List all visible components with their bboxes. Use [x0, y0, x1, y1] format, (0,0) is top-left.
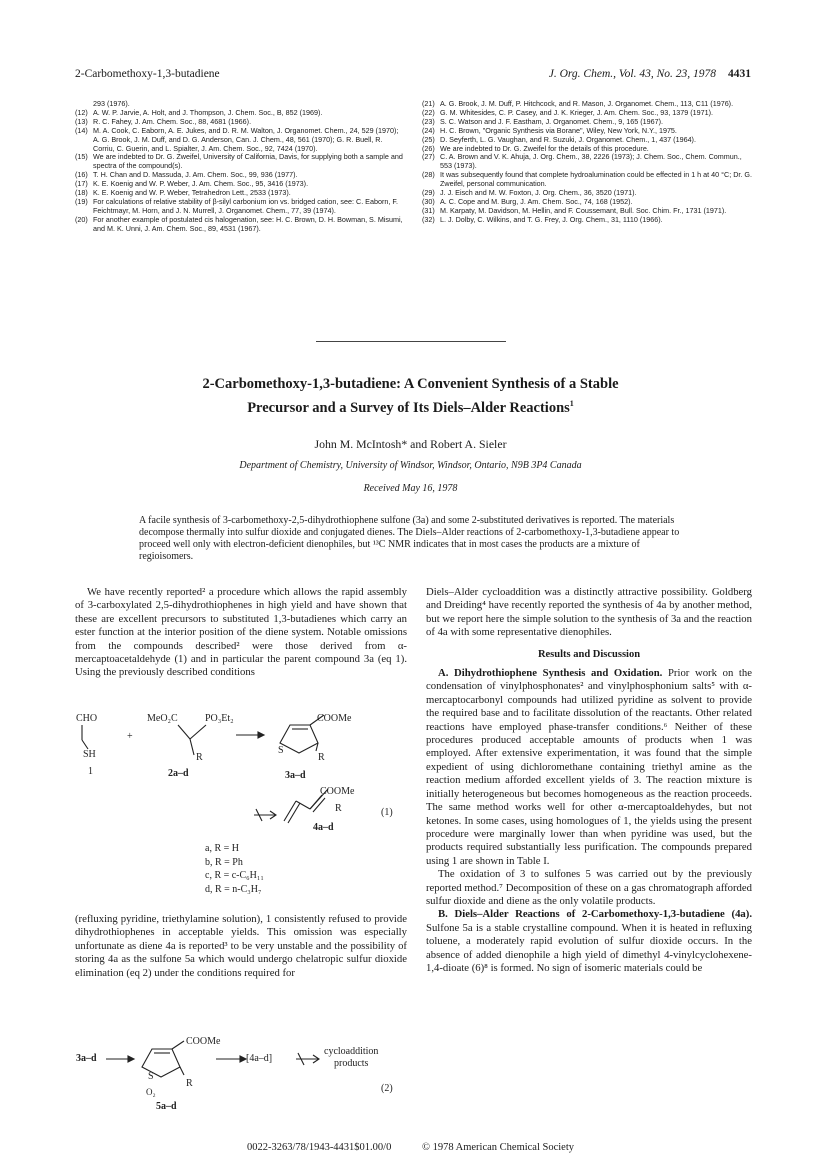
- reference-number: (32): [422, 214, 435, 224]
- reference-entry: [422, 153, 752, 171]
- intermediate-label: [4a–d]: [246, 1053, 273, 1064]
- reference-text: K. E. Koenig and W. P. Weber, Tetrahedron Lett., 2533 (1973).: [93, 188, 291, 198]
- r-label: R: [186, 1078, 193, 1089]
- r-group-definition: b, R = Ph: [205, 856, 243, 868]
- subsection-heading: B. Diels–Alder Reactions of 2-Carbomethoxy-1,3-butadiene (4a).: [438, 908, 752, 921]
- references-right-column: [422, 100, 752, 225]
- r-group-definitions: [205, 842, 264, 896]
- reference-number: (17): [75, 179, 88, 189]
- affiliation: Department of Chemistry, University of Windsor, Windsor, Ontario, N9B 3P4 Canada: [239, 460, 582, 471]
- coome-label: COOMe: [320, 786, 355, 797]
- reference-number: (14): [75, 125, 88, 135]
- reference-number: (18): [75, 188, 88, 198]
- reference-number: (21): [422, 99, 435, 108]
- paragraph-text: Prior work on the condensation of vinylphosphonates² and vinylphosphonium salts⁵ with α-mercaptocarbonyl compounds had utilized pyridine as solvent to provide the required base and to facilitate dissolution of the reactants. Other related reactions have employed phase-transfer conditions.⁶ Neither of these procedures produced acceptable amounts of products when 1 was employed. After extensive experimentation, it was found that the simple expedient of using dichloromethane containing triethyl amine as the reaction medium afforded excellent yields of 3. The reaction mixture is initially heterogeneous but becomes homogeneous as the reaction proceeds. The same method works well for other α-mercaptoaldehydes, but not ketones. In some cases, using homologues of 1, the yields using the present procedure were marginally lower than when pyridine was used, but the products required substantially less purification. The compounds prepared using 1 are shown in Table I.: [426, 667, 752, 867]
- journal-citation: [549, 68, 751, 80]
- reference-number: (15): [75, 152, 88, 162]
- reference-text: R. C. Fahey, J. Am. Chem. Soc., 88, 4681 (1966).: [93, 116, 252, 126]
- paragraph: (refluxing pyridine, triethylamine solution), 1 consistently refused to provide dihydrothiophenes in acceptable yields. This omission was especially unfortunate as diene 4a is reported³ to be very unstable and the possibility of storing 4a as the sulfone 5a which would undergo chelatropic sulfur dioxide elimination (eq 2) under the conditions required for: [75, 913, 407, 979]
- compound-2-label: 2a–d: [168, 768, 189, 779]
- scheme-1-structures: [70, 705, 470, 835]
- title-footnote: 1: [569, 399, 574, 408]
- received-date: Received May 16, 1978: [363, 483, 458, 494]
- section-divider: [316, 341, 506, 342]
- reference-number: (23): [422, 116, 435, 126]
- compound-3-label: 3a–d: [285, 770, 306, 781]
- reference-text: It was subsequently found that complete hydroalumination could be effected in 1 h at 40 °C; Dr. G. Zweifel, personal communication.: [440, 170, 752, 189]
- plus-sign: +: [127, 731, 133, 742]
- dioxide-label: O₂: [146, 1087, 156, 1097]
- paragraph: The oxidation of 3 to sulfones 5 was carried out by the previously reported method.⁷ Decomposition of these on a gas chromatograph afforded sulfur dioxide and diene as the only volatile products.: [426, 868, 752, 907]
- references-left-column: [75, 100, 405, 234]
- po3et2-label: PO₃Et₂: [205, 713, 234, 724]
- reference-text: 293 (1976).: [93, 99, 130, 108]
- compound-1-label: 1: [88, 766, 93, 777]
- reference-number: (26): [422, 143, 435, 153]
- cyclo-line-1: cycloaddition: [324, 1046, 379, 1057]
- compound-4-label: 4a–d: [313, 822, 334, 833]
- reference-text: C. A. Brown and V. K. Ahuja, J. Org. Chem., 38, 2226 (1973); J. Chem. Soc., Chem. Commun., 553 (1973).: [440, 152, 742, 171]
- copyright: © 1978 American Chemical Society: [421, 1142, 575, 1153]
- reference-entry: [422, 171, 752, 189]
- reference-entry: [75, 153, 405, 171]
- title-line-2: [0, 394, 821, 418]
- paragraph: Diels–Alder cycloaddition was a distinctly attractive possibility. Goldberg and Dreiding⁴ have recently reported the synthesis of 4a by another method, but we report here the simple solution to the synthesis of 3a and the reaction of 4a with some representative dienophiles.: [426, 586, 752, 639]
- reference-number: (24): [422, 125, 435, 135]
- reference-number: (13): [75, 116, 88, 126]
- equation-number: (1): [381, 807, 393, 818]
- reference-text: D. Seyferth, L. G. Vaughan, and R. Suzuki, J. Organomet. Chem., 1, 437 (1964).: [440, 134, 696, 144]
- reference-entry: [75, 127, 405, 154]
- reference-entry: [75, 198, 405, 216]
- reference-number: (20): [75, 214, 88, 224]
- reference-text: K. E. Koenig and W. P. Weber, J. Am. Chem. Soc., 95, 3416 (1973).: [93, 179, 309, 189]
- meo2c-label: MeO₂C: [147, 713, 178, 724]
- compound-5-label: 5a–d: [156, 1101, 177, 1112]
- reference-text: S. C. Watson and J. F. Eastham, J. Organomet. Chem., 9, 165 (1967).: [440, 116, 664, 126]
- reference-text: For another example of postulated cis halogenation, see: H. C. Brown, D. H. Bowman, S. Misumi, and M. K. Unni, J. Am. Chem. Soc., 89, 4531 (1967).: [93, 214, 403, 233]
- r-label: R: [318, 752, 325, 763]
- reference-text: M. Karpaty, M. Davidson, M. Hellin, and F. Coussemant, Bull. Soc. Chim. Fr., 1731 (1971).: [440, 205, 727, 215]
- reference-text: A. C. Cope and M. Burg, J. Am. Chem. Soc., 74, 168 (1952).: [440, 196, 633, 206]
- section-heading: Results and Discussion: [537, 648, 641, 660]
- article-code: 0022-3263/78/1943-4431$01.00/0: [246, 1142, 392, 1153]
- paragraph: We have recently reported² a procedure which allows the rapid assembly of 3-carboxylated 2,5-dihydrothiophenes in high yield and have shown that these are excellent precursors to substituted 1,3-butadienes which carry an ester function at the interior position of the diene system. Notable omissions from the compounds described² were those derived from α-mercaptoacetaldehyde (1) and in particular the parent compound 3a (eq 1). Using the previously described conditions: [75, 586, 407, 679]
- sh-label: SH: [83, 749, 96, 760]
- left-column-bottom: [75, 913, 407, 980]
- coome-label: COOMe: [317, 713, 352, 724]
- r-label: R: [196, 752, 203, 763]
- reference-number: (22): [422, 107, 435, 117]
- reference-number: (29): [422, 188, 435, 198]
- reference-number: (25): [422, 134, 435, 144]
- equation-number: (2): [381, 1083, 393, 1094]
- coome-label: COOMe: [186, 1036, 221, 1047]
- subsection-heading: A. Dihydrothiophene Synthesis and Oxidation.: [438, 667, 663, 680]
- journal-name: J. Org. Chem., Vol. 43, No. 23, 1978: [548, 68, 716, 80]
- authors: John M. McIntosh* and Robert A. Sieler: [314, 437, 507, 451]
- paragraph: [426, 667, 752, 868]
- left-column-top: [75, 586, 407, 680]
- title-line-1: 2-Carbomethoxy-1,3-butadiene: A Convenient Synthesis of a Stable: [202, 376, 619, 392]
- reference-text: G. M. Whitesides, C. P. Casey, and J. K. Krieger, J. Am. Chem. Soc., 93, 1379 (1971).: [440, 107, 713, 117]
- r-label: R: [335, 803, 342, 814]
- r-group-definition: a, R = H: [205, 843, 239, 854]
- page-number: 4431: [728, 68, 751, 80]
- reference-text: L. J. Dolby, C. Wilkins, and T. G. Frey, J. Org. Chem., 31, 1110 (1966).: [440, 214, 663, 224]
- reference-text: We are indebted to Dr. G. Zweifel for the details of this procedure.: [440, 143, 649, 153]
- sulfur-label: S: [278, 745, 284, 756]
- reference-number: (19): [75, 196, 88, 206]
- reference-number: (12): [75, 107, 88, 117]
- right-column: [426, 586, 752, 975]
- cho-label: CHO: [76, 713, 98, 724]
- reference-number: (28): [422, 170, 435, 180]
- article-title: [0, 374, 821, 418]
- paragraph-text: Sulfone 5a is a stable crystalline compound. When it is heated in refluxing toluene, a moderately rapid evolution of sulfur dioxide occurs. In the absence of added dienophile a high yield of dimethyl 4-vinylcyclohexene-1,4-dioate (6)⁸ is formed. No sign of isomeric materials could be: [426, 921, 752, 974]
- reference-text: For calculations of relative stability of β-silyl carbonium ion vs. bridged cation, see: C. Eaborn, F. Feichtmayr, M. Horn, and J. N. Murrell, J. Organomet. Chem., 77, 39 (1974).: [93, 196, 398, 215]
- running-title: 2-Carbomethoxy-1,3-butadiene: [75, 68, 220, 80]
- sulfur-label: S: [148, 1071, 154, 1082]
- start-label: 3a–d: [76, 1053, 97, 1064]
- reference-text: J. J. Eisch and M. W. Foxton, J. Org. Chem., 36, 3520 (1971).: [440, 188, 637, 198]
- reference-text: M. A. Cook, C. Eaborn, A. E. Jukes, and D. R. M. Walton, J. Organomet. Chem., 24, 529 (1970); A. G. Brook, J. M. Duff, and D. G. Anderson, Can. J. Chem., 48, 561 (1970); G. R. Buell, R. Corriu, C. Guerin, and L. Spialter, J. Am. Chem. Soc., 92, 7424 (1970).: [93, 125, 399, 153]
- abstract: A facile synthesis of 3-carbomethoxy-2,5-dihydrothiophene sulfone (3a) and some 2-substituted derivatives is reported. The materials decompose thermally into sulfur dioxide and conjugated dienes. The Diels–Alder reactions of 2-carbomethoxy-1,3-butadiene appear to proceed well only with electron-deficient dienophiles, but ¹³C NMR indicates that in most cases the products are a mixture of regioisomers.: [139, 515, 680, 562]
- reference-entry: [422, 216, 752, 225]
- reference-text: A. W. P. Jarvie, A. Holt, and J. Thompson, J. Chem. Soc., B, 852 (1969).: [93, 107, 323, 117]
- reference-number: (31): [422, 205, 435, 215]
- footer: [0, 1142, 821, 1153]
- reference-entry: [75, 216, 405, 234]
- scheme-2-structures: [70, 1035, 410, 1105]
- reference-text: T. H. Chan and D. Massuda, J. Am. Chem. Soc., 99, 936 (1977).: [93, 170, 298, 180]
- r-group-definition: d, R = n-C₃H₇: [205, 883, 262, 895]
- reference-number: (27): [422, 152, 435, 162]
- reference-number: (30): [422, 196, 435, 206]
- r-group-definition: c, R = c-C₆H₁₁: [205, 870, 264, 881]
- reference-number: (16): [75, 170, 88, 180]
- reference-text: A. G. Brook, J. M. Duff, P. Hitchcock, and R. Mason, J. Organomet. Chem., 113, C11 (1976).: [440, 99, 734, 108]
- title-line-2-text: Precursor and a Survey of Its Diels–Alder Reactions: [247, 399, 570, 416]
- reference-text: We are indebted to Dr. G. Zweifel, University of California, Davis, for supplying both a sample and spectra of the compound(s).: [93, 152, 403, 171]
- reference-text: H. C. Brown, "Organic Synthesis via Borane", Wiley, New York, N.Y., 1975.: [440, 125, 677, 135]
- cyclo-line-2: products: [333, 1058, 369, 1069]
- paragraph: [426, 908, 752, 975]
